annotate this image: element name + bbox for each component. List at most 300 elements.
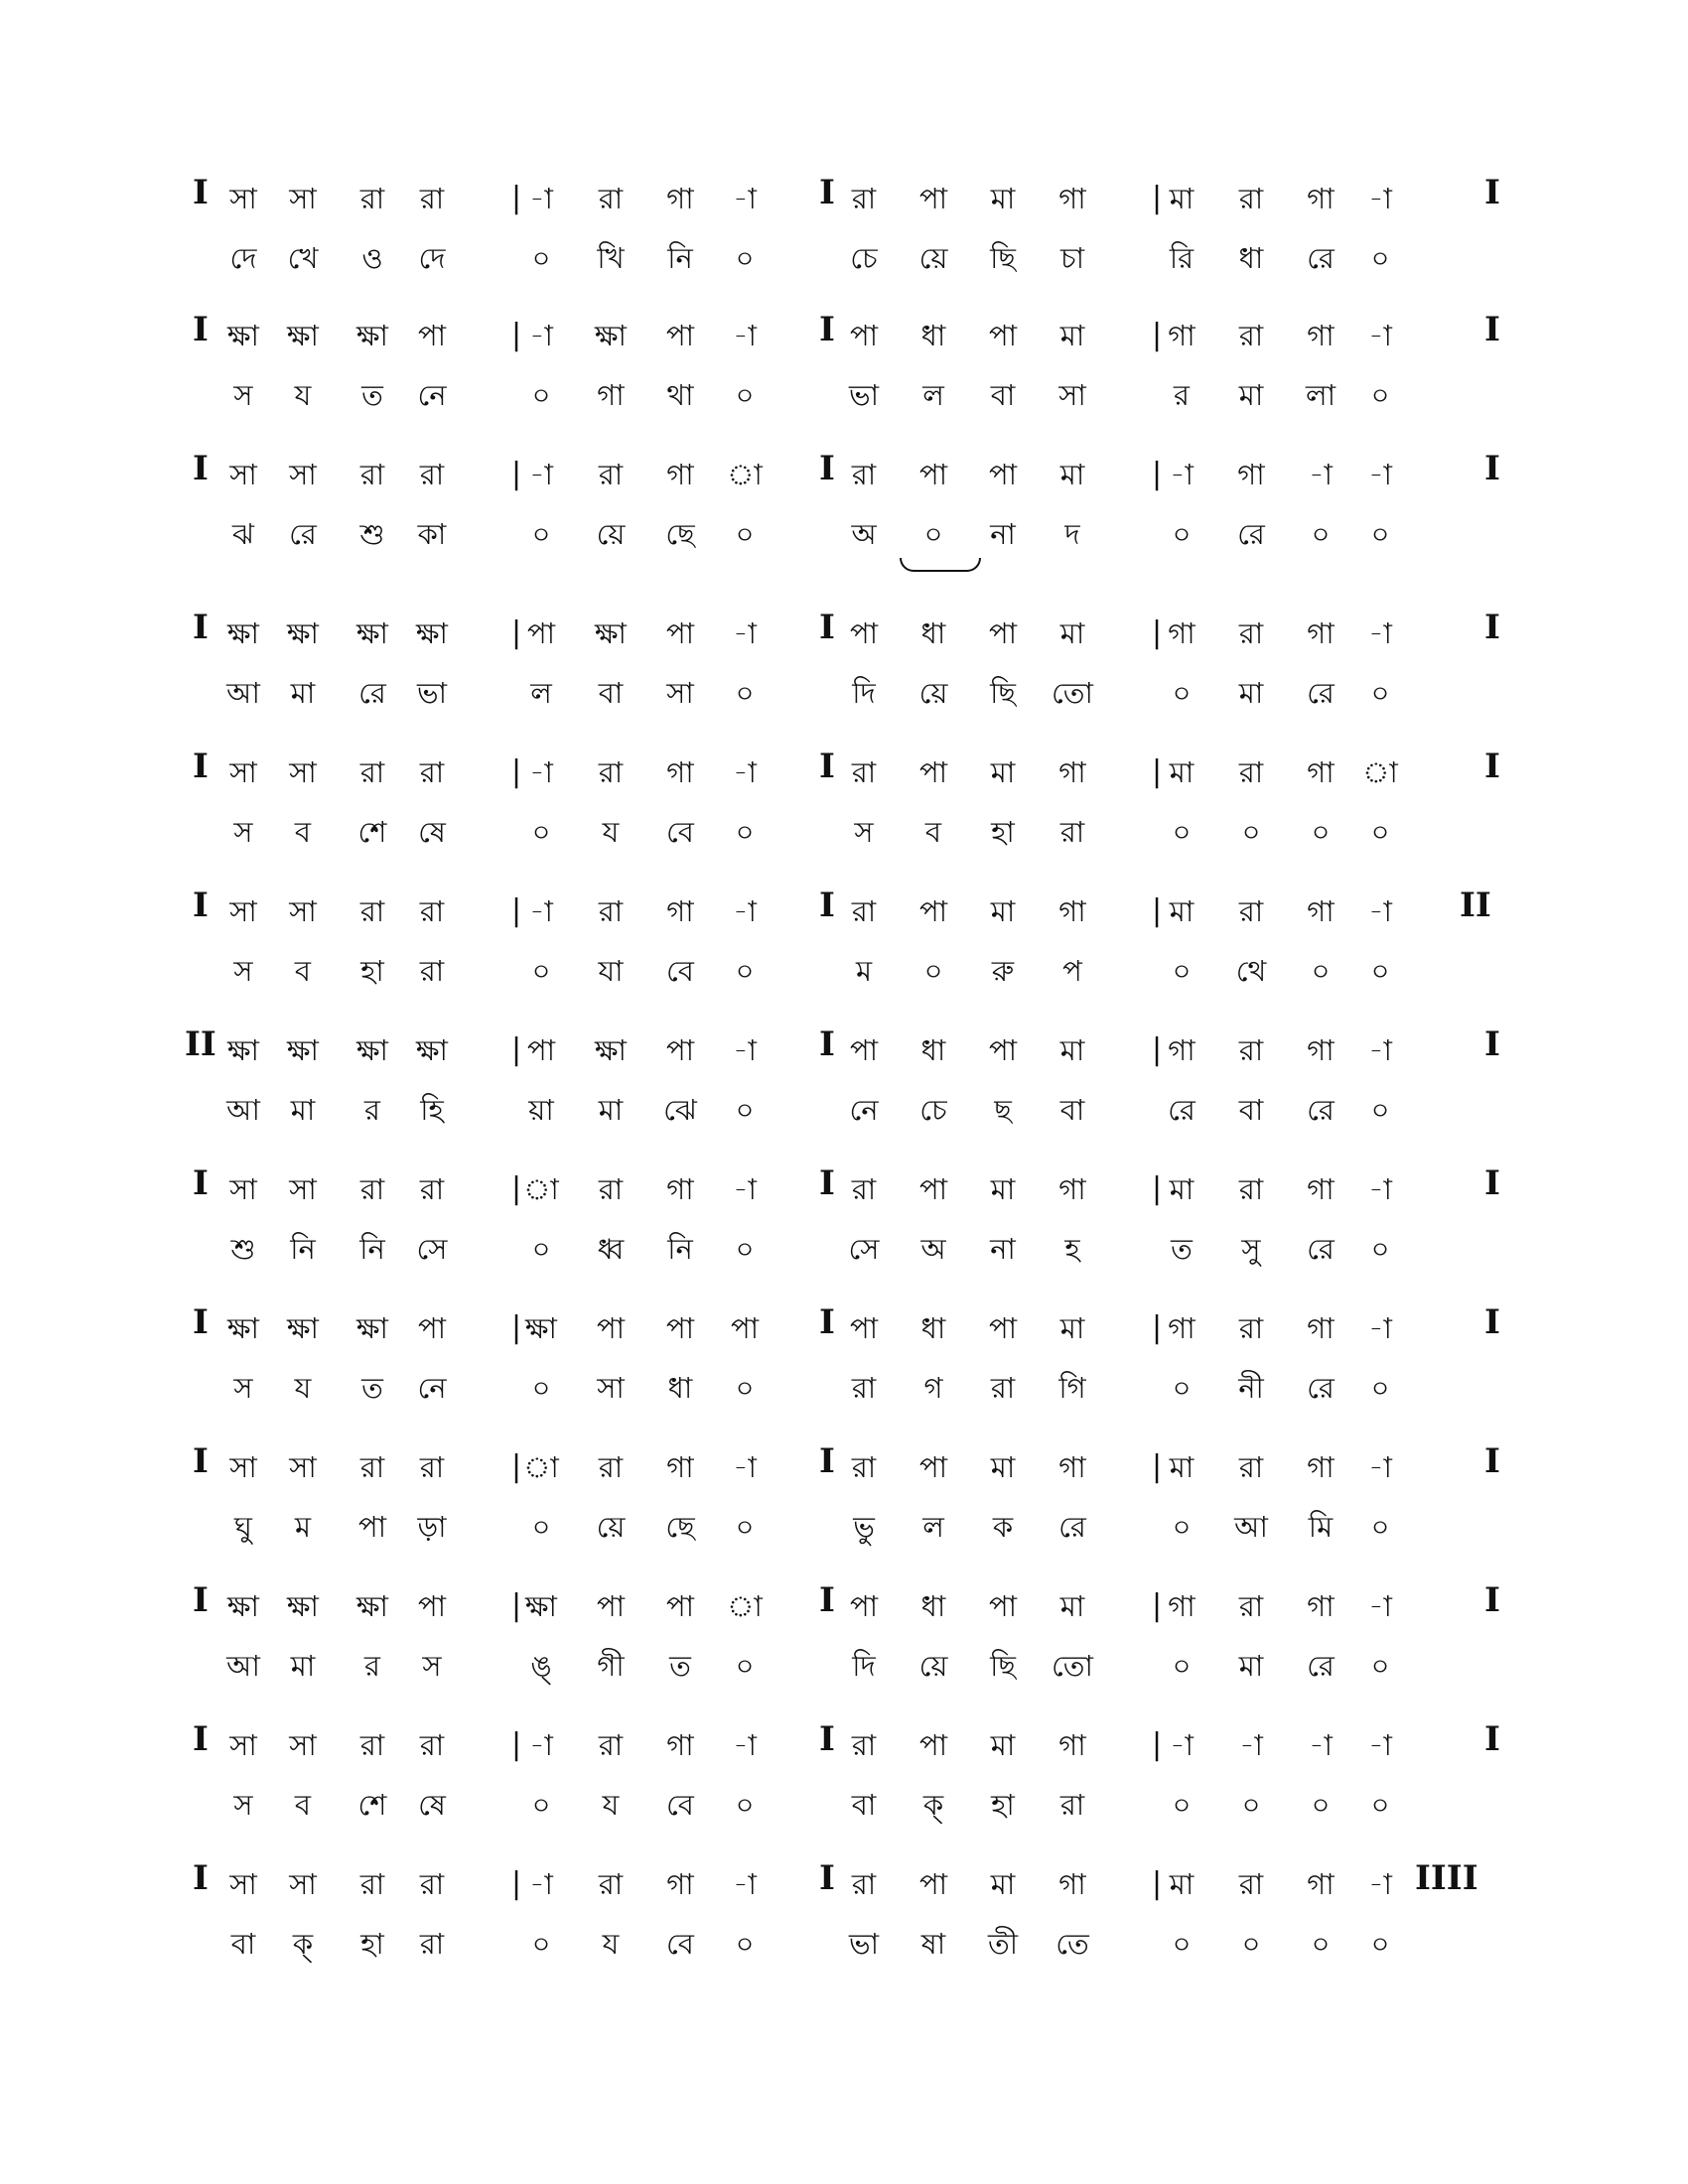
lyric-syllable: সু: [1241, 1232, 1261, 1266]
notation-row: [0, 1580, 1688, 1725]
swara-note: পা: [918, 458, 948, 491]
lyric-syllable: ০: [531, 1510, 551, 1544]
lyric-syllable: ০: [1311, 1788, 1331, 1822]
lyric-syllable: রে: [1237, 517, 1265, 551]
swara-note: গা: [666, 1728, 694, 1762]
swara-note: -া: [1368, 1589, 1392, 1623]
lyric-syllable: ম: [294, 1510, 312, 1544]
swara-note: রা: [419, 1728, 445, 1762]
beat-separator: |: [511, 1588, 522, 1623]
group-barline: I: [819, 173, 835, 212]
beat-separator: |: [511, 318, 522, 352]
swara-note: রা: [359, 894, 385, 928]
swara-note: রা: [598, 458, 624, 491]
swara-note: রা: [359, 1867, 385, 1901]
lyric-syllable: বা: [230, 1927, 256, 1961]
beat-separator: |: [511, 1727, 522, 1762]
lyric-syllable: রে: [1307, 1093, 1335, 1127]
start-barline: I: [193, 1163, 209, 1203]
swara-note: ধা: [920, 1311, 946, 1345]
lyric-syllable: স: [422, 1649, 442, 1683]
lyric-syllable: ছ: [994, 1093, 1012, 1127]
swara-note: গা: [1307, 1172, 1335, 1206]
swara-note: -া: [529, 458, 553, 491]
lyric-syllable: র: [364, 1093, 380, 1127]
notation-row: [0, 1024, 1688, 1169]
swara-note: মা: [1169, 1867, 1195, 1901]
lyric-syllable: রে: [1307, 1649, 1335, 1683]
lyric-syllable: ০: [923, 517, 943, 551]
swara-note: পা: [988, 1589, 1018, 1623]
swara-note: রা: [1238, 182, 1264, 215]
lyric-syllable: ল: [922, 378, 944, 412]
swara-note: -া: [529, 755, 553, 789]
swara-note: রা: [359, 1728, 385, 1762]
swara-note: ক্ষা: [416, 616, 448, 650]
swara-note: রা: [419, 1867, 445, 1901]
group-barline: I: [819, 747, 835, 786]
lyric-syllable: ০: [735, 1927, 755, 1961]
swara-note: -া: [733, 616, 757, 650]
swara-note: মা: [1059, 1311, 1085, 1345]
swara-note: ক্ষা: [227, 1033, 259, 1067]
swara-note: রা: [1238, 1867, 1264, 1901]
swara-note: রা: [598, 1450, 624, 1484]
swara-note: রা: [359, 458, 385, 491]
lyric-syllable: চে: [919, 1093, 947, 1127]
lyric-syllable: রে: [1307, 1371, 1335, 1405]
swara-note: ক্ষা: [356, 616, 388, 650]
swara-note: সা: [289, 1728, 317, 1762]
lyric-syllable: মা: [1238, 1649, 1264, 1683]
lyric-syllable: খি: [597, 241, 625, 275]
swara-note: পা: [417, 1589, 447, 1623]
lyric-syllable: ঝ: [232, 517, 254, 551]
swara-note: গা: [1307, 616, 1335, 650]
swara-note: পা: [988, 319, 1018, 352]
start-barline: I: [193, 1858, 209, 1898]
swara-note: রা: [419, 755, 445, 789]
start-barline: I: [193, 173, 209, 212]
swara-note: সা: [229, 894, 257, 928]
swara-note: পা: [918, 894, 948, 928]
swara-note: ক্ষা: [416, 1033, 448, 1067]
swara-note: পা: [730, 1311, 760, 1345]
notation-row: [0, 886, 1688, 1030]
lyric-syllable: য়ে: [596, 1510, 626, 1544]
lyric-syllable: ক্: [292, 1927, 314, 1961]
swara-note: রা: [359, 755, 385, 789]
swara-note: -া: [1170, 1728, 1194, 1762]
swara-note: গা: [1307, 1033, 1335, 1067]
beat-separator: |: [1152, 1171, 1163, 1206]
swara-note: ক্ষা: [525, 1311, 557, 1345]
lyric-syllable: শু: [359, 517, 385, 551]
lyric-syllable: কা: [417, 517, 447, 551]
end-barline: IIII: [1415, 1858, 1478, 1898]
swara-note: ক্ষা: [287, 616, 319, 650]
lyric-syllable: শে: [357, 815, 387, 849]
swara-note: -া: [733, 1450, 757, 1484]
end-barline: I: [1484, 173, 1500, 212]
swara-note: মা: [990, 1172, 1016, 1206]
group-barline: I: [819, 310, 835, 349]
lyric-syllable: তো: [1052, 676, 1093, 710]
lyric-syllable: ০: [1370, 1371, 1390, 1405]
swara-note: -া: [1368, 1728, 1392, 1762]
lyric-syllable: য়ে: [918, 676, 948, 710]
swara-note: গা: [666, 182, 694, 215]
lyric-syllable: ক: [992, 1510, 1014, 1544]
lyric-syllable: ০: [1241, 1927, 1261, 1961]
swara-note: -া: [1368, 616, 1392, 650]
swara-note: া: [523, 1450, 559, 1484]
lyric-syllable: রা: [1059, 815, 1085, 849]
lyric-syllable: ০: [1172, 1510, 1192, 1544]
lyric-syllable: ০: [1370, 1510, 1390, 1544]
lyric-syllable: নি: [667, 241, 693, 275]
swara-note: পা: [849, 319, 879, 352]
swara-note: সা: [289, 182, 317, 215]
lyric-syllable: ছে: [665, 517, 695, 551]
group-barline: I: [819, 1302, 835, 1342]
lyric-syllable: ০: [735, 241, 755, 275]
group-barline: I: [819, 1163, 835, 1203]
swara-note: -া: [1309, 1728, 1333, 1762]
beat-separator: |: [511, 1449, 522, 1484]
swara-note: সা: [289, 458, 317, 491]
lyric-syllable: বে: [666, 1927, 694, 1961]
swara-note: পা: [849, 1589, 879, 1623]
swara-note: মা: [1059, 1589, 1085, 1623]
lyric-syllable: য: [602, 815, 620, 849]
lyric-syllable: ছি: [990, 1649, 1016, 1683]
swara-note: রা: [359, 1172, 385, 1206]
lyric-syllable: ০: [1172, 954, 1192, 988]
swara-note: গা: [1058, 1172, 1086, 1206]
swara-note: গা: [666, 1450, 694, 1484]
lyric-syllable: ব: [294, 1788, 312, 1822]
swara-note: রা: [419, 894, 445, 928]
swara-note: পা: [665, 1033, 695, 1067]
swara-note: -া: [1239, 1728, 1263, 1762]
swara-note: রা: [1238, 755, 1264, 789]
swara-note: মা: [990, 1450, 1016, 1484]
lyric-syllable: ০: [1370, 1093, 1390, 1127]
lyric-syllable: ত: [361, 378, 383, 412]
lyric-syllable: ০: [531, 517, 551, 551]
lyric-syllable: রু: [991, 954, 1015, 988]
swara-note: সা: [229, 1172, 257, 1206]
lyric-syllable: ০: [1370, 241, 1390, 275]
lyric-syllable: আ: [226, 1093, 260, 1127]
lyric-syllable: ০: [531, 1371, 551, 1405]
end-barline: I: [1484, 1580, 1500, 1620]
lyric-syllable: ০: [531, 1927, 551, 1961]
swara-note: গা: [1307, 1450, 1335, 1484]
lyric-syllable: ভা: [848, 378, 880, 412]
lyric-syllable: স: [233, 954, 253, 988]
lyric-syllable: ০: [1311, 517, 1331, 551]
notation-row: [0, 1719, 1688, 1864]
swara-note: সা: [289, 1450, 317, 1484]
swara-note: গা: [1307, 319, 1335, 352]
lyric-syllable: নি: [359, 1232, 385, 1266]
lyric-syllable: রা: [851, 1371, 877, 1405]
lyric-syllable: ০: [735, 1649, 755, 1683]
lyric-syllable: হি: [420, 1093, 444, 1127]
start-barline: I: [193, 608, 209, 647]
swara-note: সা: [289, 1172, 317, 1206]
lyric-syllable: রা: [419, 1927, 445, 1961]
lyric-syllable: পা: [357, 1510, 387, 1544]
swara-note: মা: [990, 894, 1016, 928]
swara-note: মা: [1169, 1450, 1195, 1484]
lyric-syllable: রা: [990, 1371, 1016, 1405]
lyric-syllable: ০: [1172, 815, 1192, 849]
swara-note: -া: [1170, 458, 1194, 491]
lyric-syllable: ত: [1171, 1232, 1193, 1266]
swara-note: পা: [849, 1311, 879, 1345]
lyric-syllable: খে: [287, 241, 319, 275]
swara-note: ক্ষা: [227, 616, 259, 650]
start-barline: I: [193, 449, 209, 488]
lyric-syllable: নে: [417, 1371, 447, 1405]
swara-note: ক্ষা: [227, 319, 259, 352]
lyric-syllable: ০: [1370, 1927, 1390, 1961]
lyric-syllable: ০: [735, 1093, 755, 1127]
swara-note: ক্ষা: [227, 1311, 259, 1345]
swara-note: -া: [529, 894, 553, 928]
swara-note: মা: [1169, 755, 1195, 789]
lyric-syllable: তে: [1055, 1927, 1089, 1961]
lyric-syllable: ছে: [665, 1510, 695, 1544]
swara-note: গা: [1058, 1728, 1086, 1762]
swara-note: সা: [289, 894, 317, 928]
lyric-syllable: রা: [419, 954, 445, 988]
lyric-syllable: য়ে: [918, 241, 948, 275]
lyric-syllable: ০: [735, 676, 755, 710]
group-barline: I: [819, 449, 835, 488]
lyric-syllable: নি: [290, 1232, 316, 1266]
lyric-syllable: স: [233, 378, 253, 412]
lyric-syllable: ০: [1172, 1927, 1192, 1961]
beat-separator: |: [511, 1310, 522, 1345]
swara-note: গা: [1168, 616, 1196, 650]
swara-note: মা: [990, 755, 1016, 789]
lyric-syllable: ল: [922, 1510, 944, 1544]
lyric-syllable: ০: [1370, 815, 1390, 849]
lyric-syllable: গা: [597, 378, 625, 412]
swara-note: ক্ষা: [595, 616, 627, 650]
lyric-syllable: ০: [1311, 1927, 1331, 1961]
lyric-syllable: অ: [920, 1232, 946, 1266]
swara-note: ক্ষা: [525, 1589, 557, 1623]
lyric-syllable: ০: [531, 815, 551, 849]
lyric-syllable: মা: [290, 676, 316, 710]
beat-separator: |: [1152, 1310, 1163, 1345]
lyric-syllable: থা: [666, 378, 694, 412]
lyric-syllable: ধা: [1238, 241, 1264, 275]
beat-separator: |: [1152, 1588, 1163, 1623]
swara-note: মা: [990, 182, 1016, 215]
beat-separator: |: [511, 181, 522, 215]
swara-note: -া: [1368, 1450, 1392, 1484]
swara-note: গা: [666, 894, 694, 928]
start-barline: I: [193, 1302, 209, 1342]
lyric-syllable: ০: [735, 517, 755, 551]
swara-note: পা: [988, 616, 1018, 650]
swara-note: রা: [419, 1450, 445, 1484]
swara-note: ক্ষা: [595, 1033, 627, 1067]
swara-note: মা: [1059, 319, 1085, 352]
beat-separator: |: [1152, 318, 1163, 352]
lyric-syllable: ০: [1172, 1788, 1192, 1822]
lyric-syllable: ০: [923, 954, 943, 988]
lyric-syllable: হ: [1064, 1232, 1080, 1266]
swara-note: -া: [1368, 1033, 1392, 1067]
swara-note: মা: [990, 1728, 1016, 1762]
beat-separator: |: [1152, 181, 1163, 215]
swara-note: সা: [229, 1728, 257, 1762]
lyric-syllable: সা: [597, 1371, 625, 1405]
swara-note: গা: [1058, 182, 1086, 215]
swara-note: -া: [1309, 458, 1333, 491]
start-barline: I: [193, 1580, 209, 1620]
lyric-syllable: থে: [1235, 954, 1267, 988]
end-barline: I: [1484, 1163, 1500, 1203]
group-barline: I: [819, 608, 835, 647]
lyric-syllable: র: [1174, 378, 1190, 412]
slur-mark: [900, 558, 981, 572]
swara-note: রা: [851, 182, 877, 215]
swara-note: পা: [918, 182, 948, 215]
swara-note: গা: [1168, 319, 1196, 352]
swara-note: ধা: [920, 1589, 946, 1623]
lyric-syllable: গি: [1058, 1371, 1086, 1405]
lyric-syllable: ০: [1311, 815, 1331, 849]
swara-note: -া: [733, 1033, 757, 1067]
lyric-syllable: ০: [531, 1788, 551, 1822]
swara-note: সা: [229, 182, 257, 215]
swara-note: রা: [1238, 319, 1264, 352]
lyric-syllable: অ: [851, 517, 877, 551]
lyric-syllable: ক্: [922, 1788, 944, 1822]
lyric-syllable: মা: [290, 1093, 316, 1127]
group-barline: I: [819, 886, 835, 925]
lyric-syllable: বা: [1238, 1093, 1264, 1127]
swara-note: গা: [1058, 1867, 1086, 1901]
swara-note: সা: [229, 458, 257, 491]
lyric-syllable: আ: [226, 1649, 260, 1683]
lyric-syllable: ধ্ব: [597, 1232, 625, 1266]
lyric-syllable: ব: [294, 954, 312, 988]
swara-note: ক্ষা: [287, 1311, 319, 1345]
swara-note: গা: [1307, 182, 1335, 215]
lyric-syllable: স: [233, 1371, 253, 1405]
swara-note: ক্ষা: [227, 1589, 259, 1623]
swara-note: রা: [1238, 894, 1264, 928]
lyric-syllable: য়া: [528, 1093, 554, 1127]
swara-note: পা: [526, 616, 556, 650]
lyric-syllable: ঙ্: [530, 1649, 552, 1683]
swara-note: -া: [1368, 1867, 1392, 1901]
swara-note: রা: [598, 1172, 624, 1206]
lyric-syllable: ড়া: [417, 1510, 447, 1544]
swara-note: গা: [666, 1867, 694, 1901]
swara-note: ক্ষা: [595, 319, 627, 352]
swara-note: পা: [918, 755, 948, 789]
lyric-syllable: শু: [230, 1232, 256, 1266]
lyric-syllable: য: [602, 1788, 620, 1822]
lyric-syllable: চে: [850, 241, 878, 275]
start-barline: I: [193, 310, 209, 349]
lyric-syllable: ব: [294, 815, 312, 849]
swara-note: পা: [596, 1311, 626, 1345]
swara-note: রা: [419, 458, 445, 491]
lyric-syllable: তো: [1052, 1649, 1093, 1683]
lyric-syllable: য: [602, 1927, 620, 1961]
lyric-syllable: ত: [669, 1649, 691, 1683]
swara-note: -া: [733, 755, 757, 789]
swara-note: সা: [229, 1450, 257, 1484]
lyric-syllable: লা: [1305, 378, 1336, 412]
notation-row: [0, 1441, 1688, 1586]
swara-note: ক্ষা: [356, 1589, 388, 1623]
swara-note: -া: [733, 182, 757, 215]
beat-separator: |: [511, 457, 522, 491]
swara-note: -া: [529, 1728, 553, 1762]
swara-note: গা: [1307, 1589, 1335, 1623]
lyric-syllable: ছি: [990, 676, 1016, 710]
lyric-syllable: নী: [1238, 1371, 1264, 1405]
beat-separator: |: [511, 1032, 522, 1067]
swara-note: গা: [1058, 1450, 1086, 1484]
beat-separator: |: [511, 615, 522, 650]
lyric-syllable: ত: [361, 1371, 383, 1405]
swara-note: গা: [666, 755, 694, 789]
swara-note: মা: [1059, 458, 1085, 491]
lyric-syllable: ০: [531, 1232, 551, 1266]
swara-note: া: [523, 1172, 559, 1206]
lyric-syllable: দি: [852, 676, 876, 710]
lyric-syllable: চা: [1059, 241, 1085, 275]
lyric-syllable: ঘু: [234, 1510, 252, 1544]
lyric-syllable: গী: [597, 1649, 625, 1683]
swara-note: সা: [229, 755, 257, 789]
swara-note: -া: [1368, 894, 1392, 928]
swara-note: রা: [1238, 1172, 1264, 1206]
swara-note: পা: [988, 458, 1018, 491]
lyric-syllable: দে: [418, 241, 446, 275]
lyric-syllable: ০: [735, 1788, 755, 1822]
lyric-syllable: ০: [735, 815, 755, 849]
lyric-syllable: স: [233, 1788, 253, 1822]
lyric-syllable: রে: [1058, 1510, 1086, 1544]
lyric-syllable: রে: [1307, 241, 1335, 275]
start-barline: I: [193, 747, 209, 786]
swara-note: ক্ষা: [287, 1033, 319, 1067]
lyric-syllable: দি: [852, 1649, 876, 1683]
beat-separator: |: [511, 1171, 522, 1206]
beat-separator: |: [1152, 1449, 1163, 1484]
lyric-syllable: সা: [1058, 378, 1086, 412]
lyric-syllable: বা: [851, 1788, 877, 1822]
lyric-syllable: ০: [1241, 815, 1261, 849]
swara-note: -া: [529, 182, 553, 215]
swara-note: ধা: [920, 616, 946, 650]
beat-separator: |: [511, 1866, 522, 1901]
